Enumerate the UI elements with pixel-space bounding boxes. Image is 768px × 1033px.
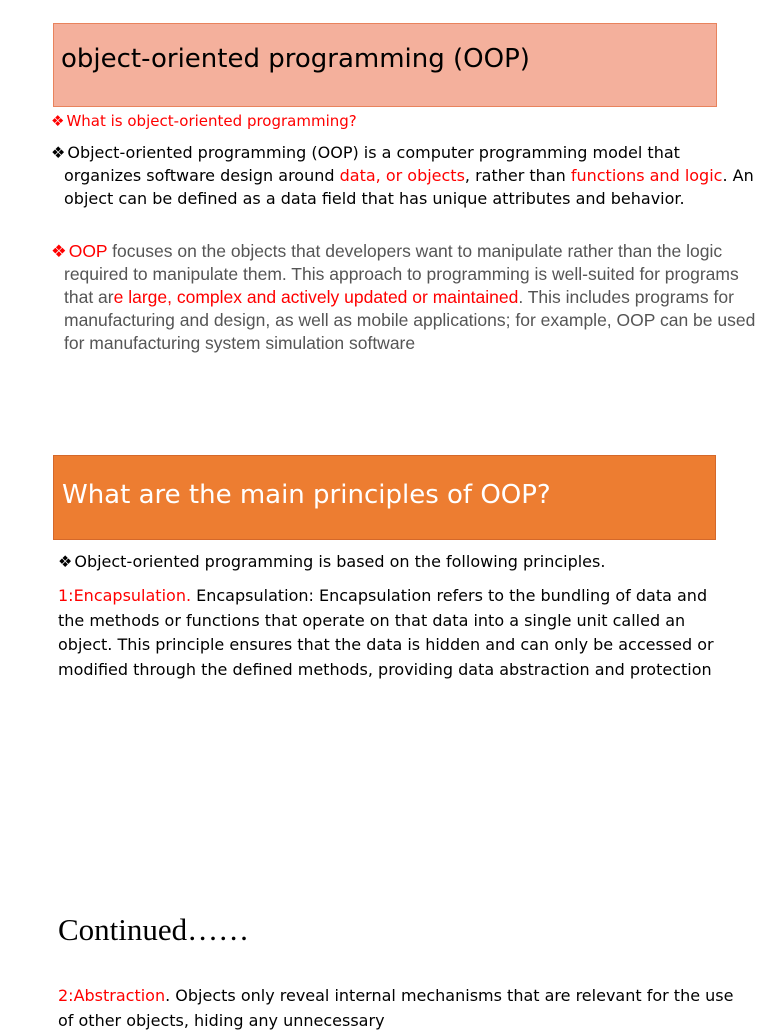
principle-label: 2:Abstraction [58, 986, 166, 1005]
paragraph-text: Object-oriented programming (OOP) is a computer programming model that organizes software design around [64, 143, 680, 185]
abstraction-paragraph [58, 984, 738, 1033]
highlight-text: functions and logic [570, 166, 723, 185]
paragraph-text: . An object can be defined as a data field that has unique attributes and behavior. [64, 166, 754, 208]
continued-heading: Continued…… [58, 912, 250, 947]
principles-intro [58, 551, 605, 573]
highlight-text: OOP [68, 241, 108, 261]
definition-paragraph [51, 141, 754, 210]
highlight-text: data, or objects [339, 166, 465, 185]
diamond-bullet-icon: ❖ [51, 241, 67, 261]
paragraph-text: . This includes programs for manufacturing and design, as well as mobile applications; for example, OOP can be used for manufacturing system simulation software [64, 287, 756, 353]
principle-text: . Objects only reveal internal mechanisms that are relevant for the use of other objects, hiding any unnecessary [58, 986, 734, 1030]
section-title: object-oriented programming (OOP) [61, 44, 530, 74]
highlight-text: e large, complex and actively updated or maintained [113, 287, 519, 307]
principles-title: What are the main principles of OOP? [62, 480, 551, 510]
question-text: What is object-oriented programming? [66, 112, 357, 130]
focus-paragraph [51, 240, 764, 355]
paragraph-text: focuses on the objects that developers want to manipulate rather than the logic required to manipulate them. This approach to programming is well-suited for programs that ar [64, 241, 739, 307]
principles-title-banner [53, 455, 716, 540]
question-line [51, 112, 357, 130]
encapsulation-paragraph [58, 584, 738, 682]
intro-text: Object-oriented programming is based on the following principles. [74, 552, 606, 571]
paragraph-text: , rather than [464, 166, 571, 185]
principle-label: 1:Encapsulation. [58, 586, 192, 605]
principle-text: Encapsulation: Encapsulation refers to the bundling of data and the methods or functions that operate on that data into a single unit called an object. This principle ensures that the data is hidden and can only be accessed or modified through the defined methods, providing data abstraction and protection [58, 586, 714, 679]
section-title-banner [53, 23, 717, 107]
diamond-bullet-icon: ❖ [58, 552, 73, 571]
diamond-bullet-icon: ❖ [51, 112, 65, 130]
diamond-bullet-icon: ❖ [51, 143, 66, 162]
